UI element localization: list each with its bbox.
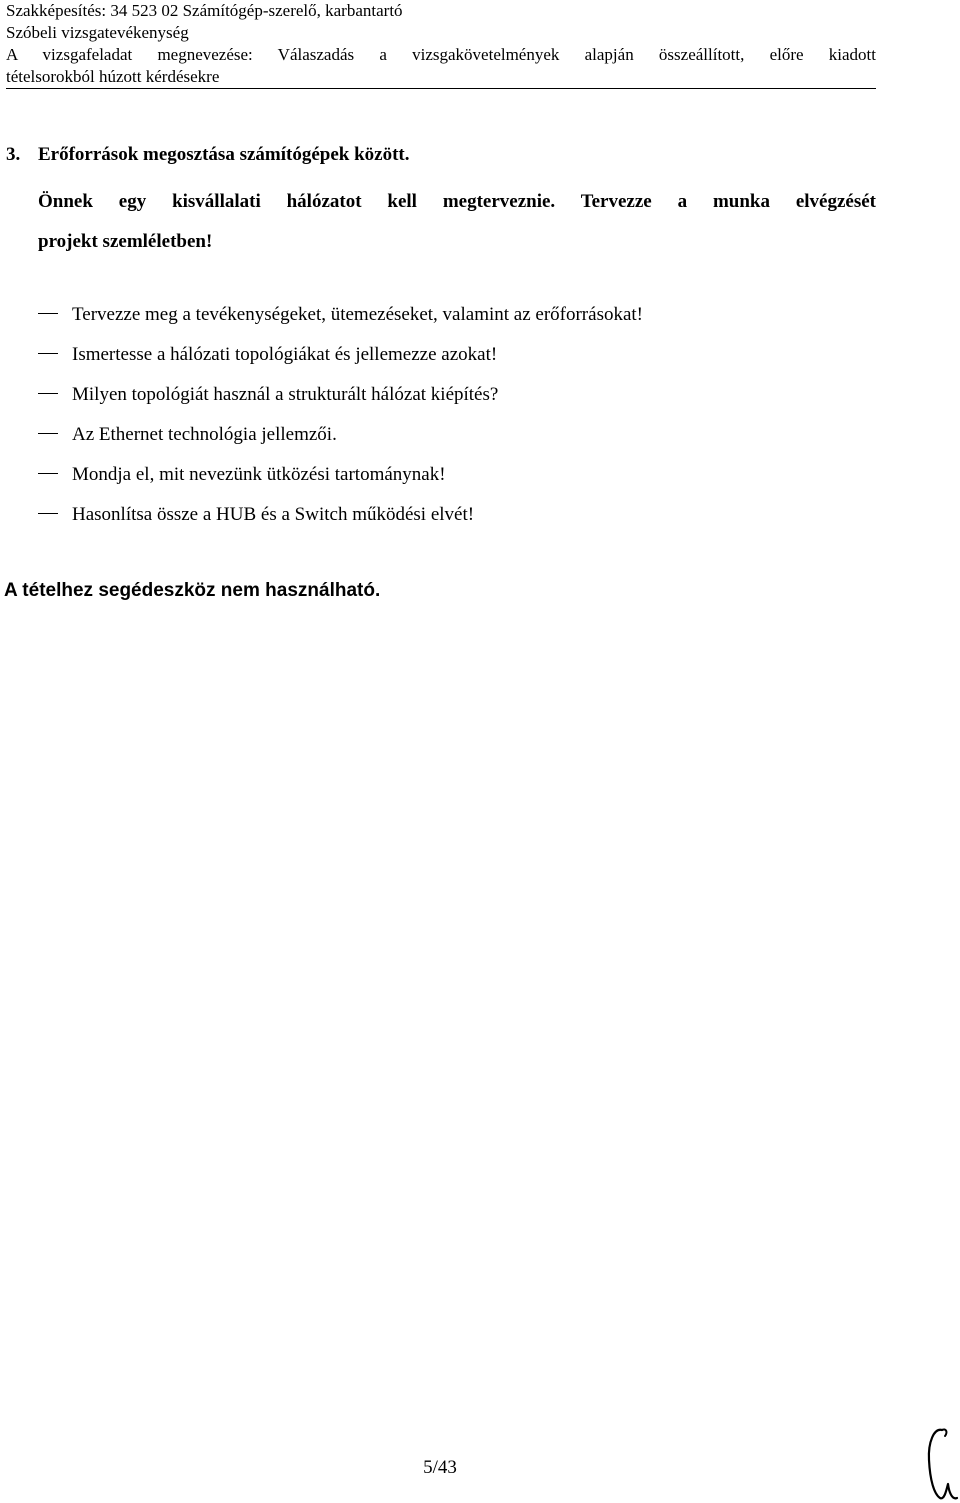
list-item xyxy=(38,415,643,455)
list-item-text: Hasonlítsa össze a HUB és a Switch működési elvét! xyxy=(72,504,475,525)
dash-bullet xyxy=(38,473,58,474)
list-item-text: Ismertesse a hálózati topológiákat és jellemezze azokat! xyxy=(72,344,498,365)
list-item-text: Milyen topológiát használ a strukturált hálózat kiépítés? xyxy=(72,384,499,405)
task-number: 3. xyxy=(6,144,21,165)
list-item xyxy=(38,455,643,495)
list-item xyxy=(38,375,643,415)
dash-bullet xyxy=(38,513,58,514)
dash-bullet xyxy=(38,393,58,394)
signature-mark xyxy=(920,1418,960,1503)
task-heading xyxy=(6,144,409,166)
list-item xyxy=(38,335,643,375)
task-intro-line-2: projekt szemléletben! xyxy=(38,231,213,252)
header-exam-type: Szóbeli vizsgatevékenység xyxy=(6,23,189,42)
list-item xyxy=(38,295,643,335)
list-item xyxy=(38,495,643,535)
task-points-list xyxy=(38,295,643,535)
header-task-name-continued: tételsorokból húzott kérdésekre xyxy=(6,67,220,86)
task-title: Erőforrások megosztása számítógépek között. xyxy=(38,144,410,165)
signature-stroke xyxy=(942,1429,946,1436)
task-intro xyxy=(38,182,876,262)
page-number: 5/43 xyxy=(423,1457,457,1478)
signature-stroke xyxy=(929,1430,957,1499)
task-intro-line-1: Önnek egy kisvállalati hálózatot kell megterveznie. Tervezze a munka elvégzését xyxy=(38,191,876,212)
list-item-text: Az Ethernet technológia jellemzői. xyxy=(72,424,337,445)
list-item-text: Tervezze meg a tevékenységeket, ütemezéseket, valamint az erőforrásokat! xyxy=(72,304,644,325)
list-item-text: Mondja el, mit nevezünk ütközési tartománynak! xyxy=(72,464,446,485)
dash-bullet xyxy=(38,433,58,434)
header-qualification: Szakképesítés: 34 523 02 Számítógép-szerelő, karbantartó xyxy=(6,1,403,20)
aids-note: A tételhez segédeszköz nem használható. xyxy=(4,580,381,601)
dash-bullet xyxy=(38,353,58,354)
document-header xyxy=(6,0,876,88)
header-divider xyxy=(6,88,876,89)
header-task-name: A vizsgafeladat megnevezése: Válaszadás a vizsgakövetelmények alapján összeállított, előre kiadott xyxy=(6,45,876,64)
dash-bullet xyxy=(38,313,58,314)
